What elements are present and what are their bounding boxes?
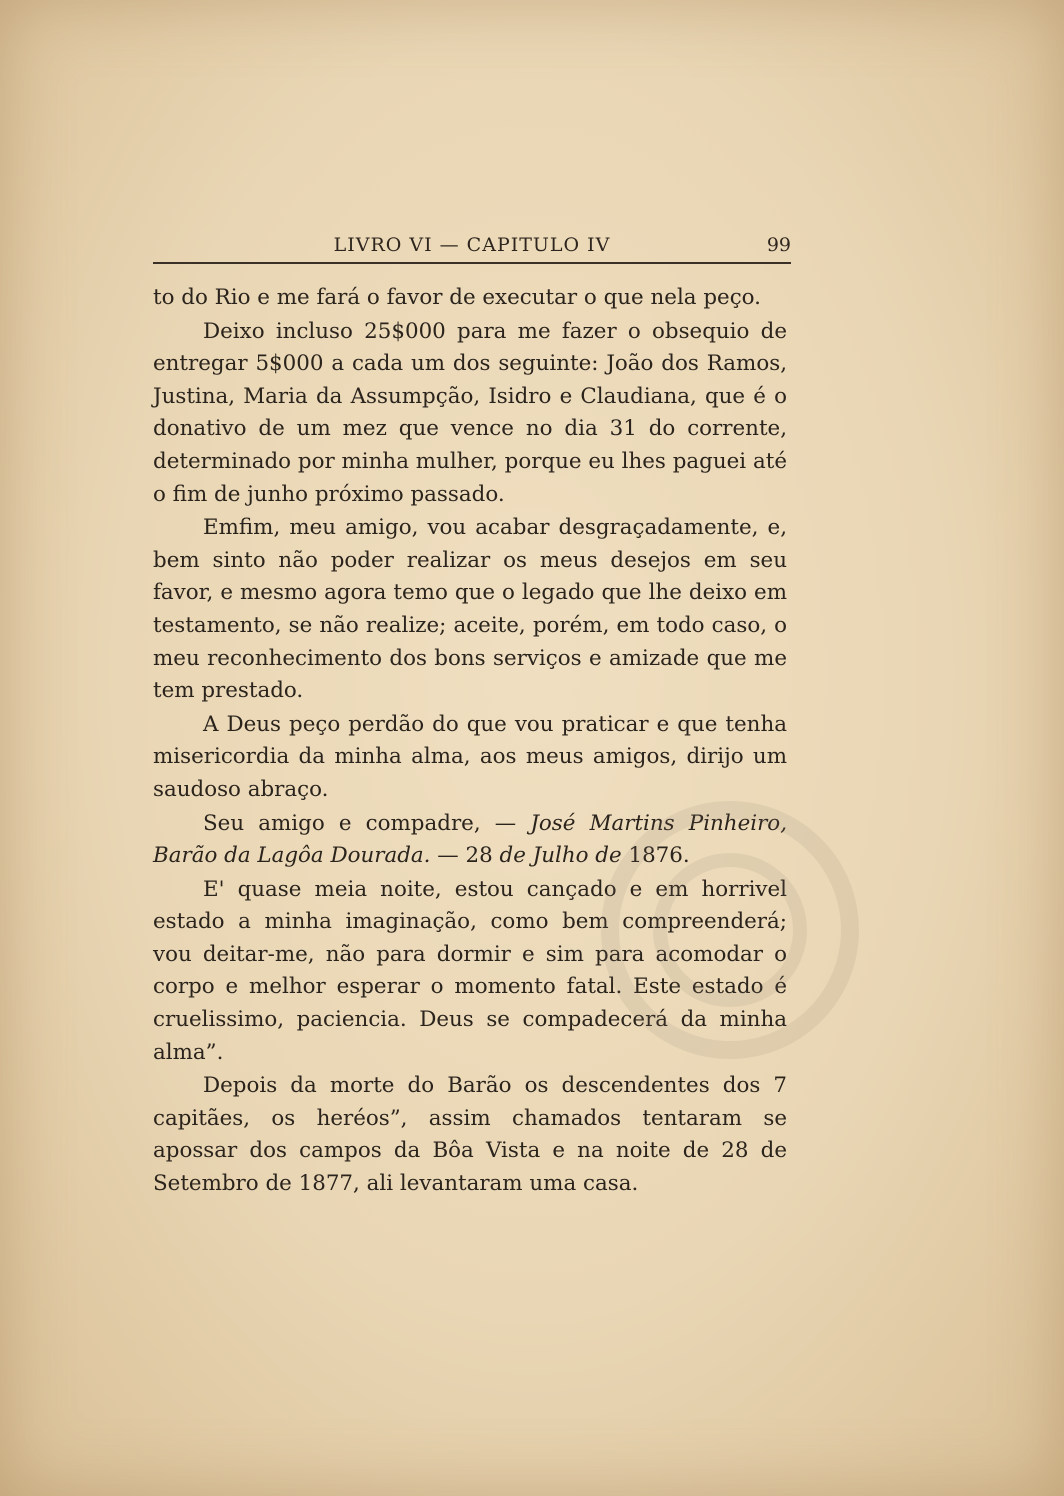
signature-date-month: de Julho de bbox=[499, 843, 622, 869]
signature-name: José Martins Pinheiro, Barão da Lagôa Dourada. bbox=[153, 810, 787, 869]
running-head: LIVRO VI — CAPITULO IV bbox=[333, 234, 611, 256]
signature-lead: Seu amigo e compadre, — bbox=[203, 810, 531, 836]
signature-date-sep: — 28 bbox=[430, 843, 500, 869]
paragraph-1: to do Rio e me fará o favor de executar o que nela peço. bbox=[153, 285, 761, 310]
page-header bbox=[153, 234, 791, 264]
header-rule bbox=[153, 262, 791, 264]
paragraph-3: Emfim, meu amigo, vou acabar desgraçadamente, e, bem sinto não poder realizar os meus desejos em seu favor, e mesmo agora temo que o legado que lhe deixo em testamento, se não realize; aceite, porém, em todo caso, o meu reconhecimento dos bons serviços e amizade que me tem prestado. bbox=[153, 515, 787, 704]
page-number: 99 bbox=[766, 234, 791, 256]
paragraph-6: E' quase meia noite, estou cançado e em horrivel estado a minha imaginação, como bem compreenderá; vou deitar-me, não para dormir e sim para acomodar o corpo e melhor esperar o momento fatal. Este estado é cruelissimo, paciencia. Deus se compadecerá da minha alma”. bbox=[153, 876, 787, 1065]
paragraph-5-signature bbox=[153, 808, 787, 873]
paragraph-2: Deixo incluso 25$000 para me fazer o obsequio de entregar 5$000 a cada um dos seguinte: João dos Ramos, Justina, Maria da Assumpção, Isidro e Claudiana, que é o donativo de um mez que vence no dia 31 do corrente, determinado por minha mulher, porque eu lhes paguei até o fim de junho próximo passado. bbox=[153, 318, 787, 507]
signature-year: 1876. bbox=[621, 843, 690, 869]
body-text bbox=[153, 282, 787, 1202]
paragraph-7: Depois da morte do Barão os descendentes dos 7 capitães, os heréos”, assim chamados tentaram se apossar dos campos da Bôa Vista e na noite de 28 de Setembro de 1877, ali levantaram uma casa. bbox=[153, 1073, 787, 1197]
paragraph-4: A Deus peço perdão do que vou praticar e que tenha misericordia da minha alma, aos meus amigos, dirijo um saudoso abraço. bbox=[153, 711, 787, 802]
